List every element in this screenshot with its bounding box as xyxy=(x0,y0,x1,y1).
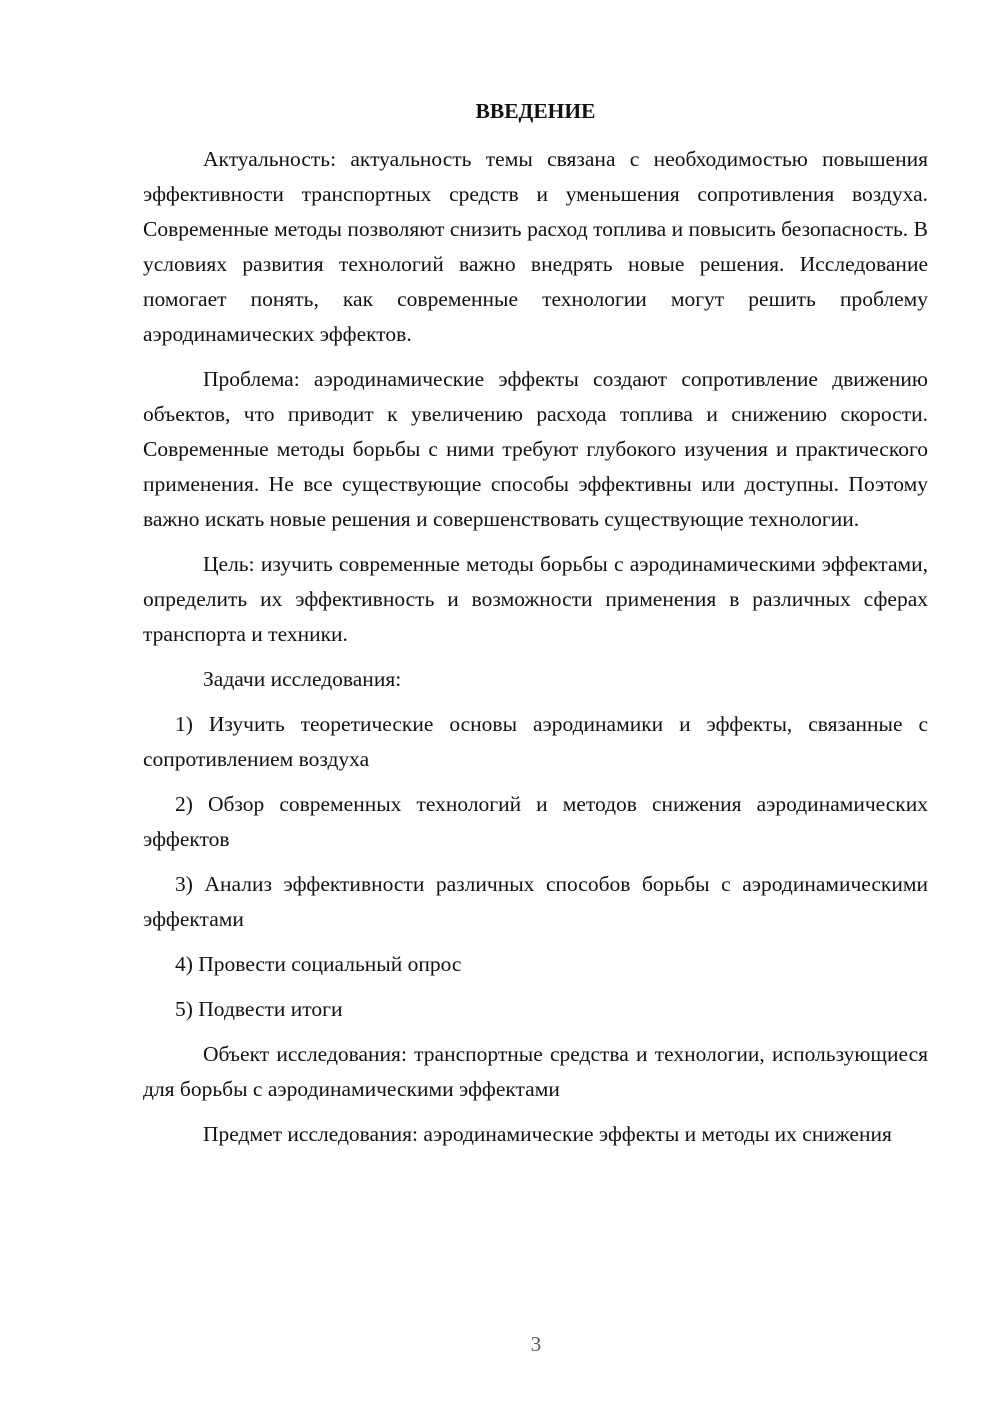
document-page xyxy=(143,94,928,1162)
paragraph-object: Объект исследования: транспортные средства и технологии, использующиеся для борьбы с аэродинамическими эффектами xyxy=(143,1042,928,1101)
task-item-3: 3) Анализ эффективности различных способов борьбы с аэродинамическими эффектами xyxy=(143,872,928,931)
page-number: 3 xyxy=(530,1332,542,1356)
paragraph-relevance: Актуальность: актуальность темы связана с необходимостью повышения эффективности транспортных средств и уменьшения сопротивления воздуха. Современные методы позволяют снизить расход топлива и повысить безопасность. В условиях развития технологий важно внедрять новые решения. Исследование помогает понять, как современные технологии могут решить проблему аэродинамических эффектов. xyxy=(143,147,928,346)
section-heading: ВВЕДЕНИЕ xyxy=(475,99,596,123)
task-item-5: 5) Подвести итоги xyxy=(175,997,343,1021)
task-item-4: 4) Провести социальный опрос xyxy=(175,952,462,976)
tasks-title: Задачи исследования: xyxy=(203,667,402,691)
task-item-1: 1) Изучить теоретические основы аэродинамики и эффекты, связанные с сопротивлением воздуха xyxy=(143,712,928,771)
paragraph-problem: Проблема: аэродинамические эффекты создают сопротивление движению объектов, что приводит к увеличению расхода топлива и снижению скорости. Современные методы борьбы с ними требуют глубокого изучения и практического применения. Не все существующие способы эффективны или доступны. Поэтому важно искать новые решения и совершенствовать существующие технологии. xyxy=(143,367,928,531)
paragraph-subject: Предмет исследования: аэродинамические эффекты и методы их снижения xyxy=(203,1122,892,1146)
paragraph-goal: Цель: изучить современные методы борьбы с аэродинамическими эффектами, определить их эффективность и возможности применения в различных сферах транспорта и техники. xyxy=(143,552,928,646)
task-item-2: 2) Обзор современных технологий и методов снижения аэродинамических эффектов xyxy=(143,792,928,851)
